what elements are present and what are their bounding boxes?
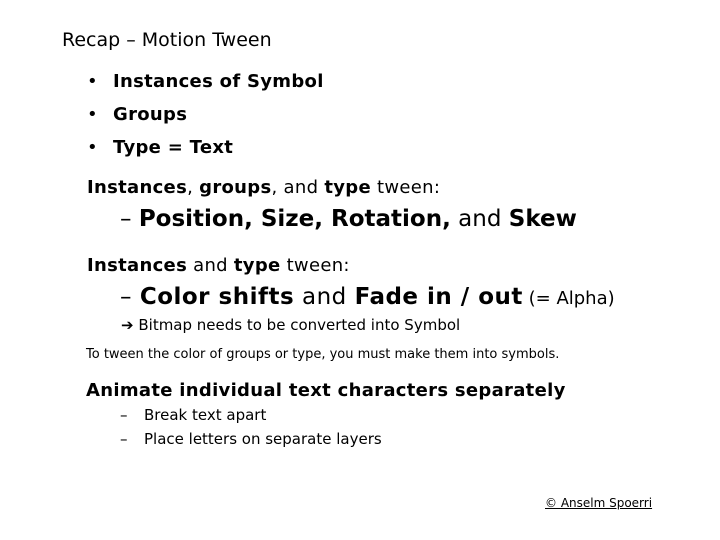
bullet-text: Type = Text	[113, 137, 234, 158]
heading-term: groups	[199, 177, 272, 198]
heading-term: Instances	[87, 255, 188, 276]
detail-term: Fade in / out	[354, 284, 523, 310]
section3-heading: Animate individual text characters separately	[86, 380, 566, 401]
dash-marker: –	[120, 284, 132, 310]
dash-marker: –	[120, 430, 128, 448]
sub-item-text: Break text apart	[144, 406, 267, 424]
section2-heading	[87, 255, 350, 276]
heading-term: type	[324, 177, 371, 198]
bullet-item	[87, 71, 324, 92]
section2-detail	[120, 284, 615, 310]
arrow-note	[121, 316, 460, 334]
bullet-item	[87, 104, 187, 125]
bullet-text: Groups	[113, 104, 188, 125]
dash-marker: –	[120, 206, 132, 232]
heading-text: tween:	[280, 255, 350, 276]
bullet-marker: •	[87, 71, 98, 92]
bullet-item	[87, 137, 233, 158]
dash-marker: –	[120, 406, 128, 424]
heading-text: and	[187, 255, 234, 276]
detail-term: Color shifts	[139, 284, 295, 310]
bullet-marker: •	[87, 104, 98, 125]
detail-term: Position, Size, Rotation,	[138, 206, 451, 232]
detail-term: Skew	[508, 206, 577, 232]
heading-text: , and	[271, 177, 325, 198]
note-text: To tween the color of groups or type, you must make them into symbols.	[86, 347, 560, 362]
section1-detail	[120, 206, 577, 232]
detail-text: and	[294, 284, 355, 310]
section1-heading	[87, 177, 440, 198]
sub-item-text: Place letters on separate layers	[144, 430, 382, 448]
bullet-marker: •	[87, 137, 98, 158]
sub-item	[120, 406, 266, 424]
heading-term: type	[233, 255, 281, 276]
sub-item	[120, 430, 382, 448]
arrow-note-text: Bitmap needs to be converted into Symbol	[138, 316, 461, 334]
detail-text: and	[450, 206, 509, 232]
copyright-link[interactable]: © Anselm Spoerri	[545, 496, 653, 510]
heading-text: tween:	[370, 177, 441, 198]
heading-term: Instances	[87, 177, 188, 198]
bullet-text: Instances of Symbol	[113, 71, 324, 92]
detail-text: (= Alpha)	[522, 288, 615, 309]
heading-text: ,	[187, 177, 200, 198]
right-arrow-icon: ➔	[121, 316, 134, 334]
slide-title: Recap – Motion Tween	[62, 29, 272, 51]
